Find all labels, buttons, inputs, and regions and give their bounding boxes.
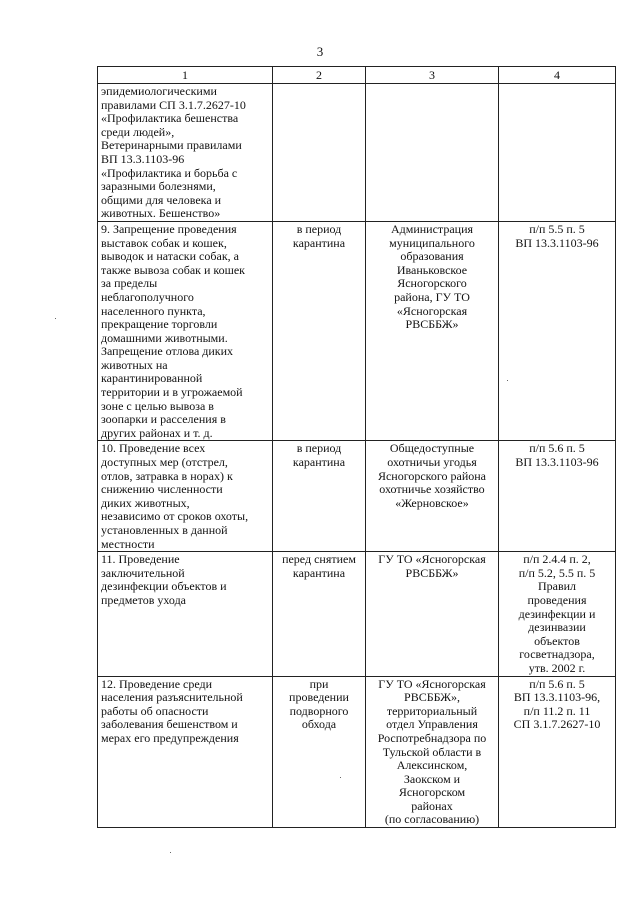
cell-text-line: диких животных, xyxy=(101,495,190,510)
table-cell-col-3 xyxy=(366,552,499,676)
cell-text-line: 11. Проведение xyxy=(101,552,180,567)
table-cell-col-2 xyxy=(273,552,366,676)
cell-text-line: работы об опасности xyxy=(101,703,209,718)
table-cell-col-3 xyxy=(366,84,499,222)
cell-text-line: п/п 5.2, 5.5 п. 5 xyxy=(518,565,596,580)
table-row xyxy=(98,676,616,828)
cell-text-line: дезинфекции и xyxy=(518,606,596,621)
cell-text-line: госветнадзора, xyxy=(519,647,595,662)
cell-text-line: животных. Бешенство» xyxy=(101,206,221,221)
cell-text-line: образования xyxy=(400,249,464,264)
table-row xyxy=(98,441,616,552)
table-cell-col-4 xyxy=(499,84,616,222)
table-row xyxy=(98,84,616,222)
cell-text-line: независимо от сроков охоты, xyxy=(101,509,249,524)
cell-text-line: Тульской области в xyxy=(382,744,482,759)
cell-text-line: других районах и т. д. xyxy=(101,425,213,440)
cell-text-line: утв. 2002 г. xyxy=(528,660,586,675)
cell-text-line: неблагополучного xyxy=(101,289,194,304)
table-cell-col-4 xyxy=(499,552,616,676)
table-cell-col-4 xyxy=(499,441,616,552)
cell-text-line: карантинированной xyxy=(101,371,203,386)
cell-text-line: карантина xyxy=(292,565,346,580)
cell-text-line: объектов xyxy=(534,633,580,648)
cell-text-line: отлов, затравка в норах) к xyxy=(101,468,233,483)
cell-text-line: мерах его предупреждения xyxy=(101,730,239,745)
cell-text-line: РВСББЖ» xyxy=(405,565,459,580)
table-body xyxy=(98,84,616,828)
cell-text-line: прекращение торговли xyxy=(101,317,218,332)
cell-text-line: среди людей», xyxy=(101,124,175,139)
cell-text-line: района, ГУ ТО xyxy=(394,289,470,304)
table-cell-col-4 xyxy=(499,676,616,828)
cell-text-line: 9. Запрещение проведения xyxy=(101,221,237,236)
cell-text-line: животных на xyxy=(101,357,168,372)
scan-speck xyxy=(170,852,171,853)
scan-speck xyxy=(340,777,341,778)
cell-text-line: п/п 5.6 п. 5 xyxy=(529,441,585,456)
cell-text-line: 12. Проведение среди xyxy=(101,676,213,691)
cell-text-line: Общедоступные xyxy=(389,441,475,456)
table-cell-col-2 xyxy=(273,441,366,552)
cell-text-line: общими для человека и xyxy=(101,192,222,207)
cell-text-line: «Жерновское» xyxy=(395,495,469,510)
cell-text-line: «Ясногорская xyxy=(396,303,468,318)
cell-text-line: перед снятием xyxy=(282,552,356,567)
table-cell-col-3 xyxy=(366,441,499,552)
cell-text-line: 10. Проведение всех xyxy=(101,441,206,456)
header-col-2: 2 xyxy=(273,67,366,84)
cell-text-line: Роспотребнадзора по xyxy=(377,730,487,745)
cell-text-line: дезинфекции объектов и xyxy=(101,579,227,594)
header-col-1: 1 xyxy=(98,67,273,84)
cell-text-line: правилами СП 3.1.7.2627-10 xyxy=(101,97,246,112)
header-col-3: 3 xyxy=(366,67,499,84)
table-cell-col-3 xyxy=(366,676,499,828)
cell-text-line: п/п 11.2 п. 11 xyxy=(523,703,591,718)
table-cell-col-2 xyxy=(273,676,366,828)
cell-text-line: «Профилактика и борьба с xyxy=(101,165,238,180)
cell-text-line: Ясногорского xyxy=(397,276,467,291)
cell-text-line: населения разъяснительной xyxy=(101,690,243,705)
cell-text-line: муниципального xyxy=(389,235,475,250)
cell-text-line: выводок и натаски собак, а xyxy=(101,249,239,264)
cell-text-line: ГУ ТО «Ясногорская xyxy=(378,676,486,691)
cell-text-line: охотничьи угодья xyxy=(387,455,477,470)
cell-text-line: ВП 13.3.1103-96 xyxy=(101,151,185,166)
table-cell-col-2 xyxy=(273,221,366,441)
cell-text-line: Иваньковское xyxy=(396,262,468,277)
cell-text-line: СП 3.1.7.2627-10 xyxy=(513,717,601,732)
cell-text-line: ВП 13.3.1103-96 xyxy=(515,235,599,250)
cell-text-line: обхода xyxy=(301,717,337,732)
cell-text-line: доступных мер (отстрел, xyxy=(101,455,228,470)
cell-text-line: подворного xyxy=(289,703,349,718)
table-row xyxy=(98,552,616,676)
cell-text-line: в период xyxy=(296,221,342,236)
cell-text-line: дезинвазии xyxy=(528,620,586,635)
table-row xyxy=(98,221,616,441)
cell-text-line: ВП 13.3.1103-96, xyxy=(513,690,601,705)
cell-text-line: в период xyxy=(296,441,342,456)
cell-text-line: п/п 2.4.4 п. 2, xyxy=(523,552,591,567)
cell-text-line: эпидемиологическими xyxy=(101,84,217,98)
cell-text-line: территориальный xyxy=(386,703,478,718)
cell-text-line: при xyxy=(309,676,329,691)
cell-text-line: Алексинском, xyxy=(396,758,468,773)
cell-text-line: территории и в угрожаемой xyxy=(101,385,243,400)
cell-text-line: установленных в данной xyxy=(101,523,228,537)
cell-text-line: карантина xyxy=(292,455,346,470)
table-cell-col-2 xyxy=(273,84,366,222)
cell-text-line: снижению численности xyxy=(101,482,223,497)
cell-text-line: также вывоза собак и кошек xyxy=(101,262,246,277)
cell-text-line: зоне с целью вывоза в xyxy=(101,398,214,413)
cell-text-line: районах xyxy=(411,798,453,813)
cell-text-line: проведении xyxy=(289,690,349,705)
cell-text-line: п/п 5.5 п. 5 xyxy=(529,221,585,236)
table-cell-col-1 xyxy=(98,552,273,676)
cell-text-line: РВСББЖ» xyxy=(405,317,459,332)
table-cell-col-1 xyxy=(98,676,273,828)
table-cell-col-1 xyxy=(98,441,273,552)
table-cell-col-1 xyxy=(98,221,273,441)
cell-text-line: (по согласованию) xyxy=(384,812,480,827)
cell-text-line: Правил xyxy=(537,579,577,594)
cell-text-line: за пределы xyxy=(101,276,158,291)
cell-text-line: Ясногорском xyxy=(398,785,466,800)
cell-text-line: заразными болезнями, xyxy=(101,179,216,194)
measures-table xyxy=(97,66,616,828)
cell-text-line: местности xyxy=(101,536,155,551)
cell-text-line: Запрещение отлова диких xyxy=(101,344,234,359)
cell-text-line: заключительной xyxy=(101,565,185,580)
cell-text-line: домашними животными. xyxy=(101,330,228,345)
table-cell-col-1 xyxy=(98,84,273,222)
cell-text-line: предметов ухода xyxy=(101,592,186,607)
cell-text-line: «Профилактика бешенства xyxy=(101,111,239,126)
cell-text-line: населенного пункта, xyxy=(101,303,206,318)
cell-text-line: проведения xyxy=(527,592,587,607)
scan-speck xyxy=(507,380,508,381)
cell-text-line: Заокском и xyxy=(403,771,461,786)
cell-text-line: Администрация xyxy=(390,221,474,236)
cell-text-line: ВП 13.3.1103-96 xyxy=(515,455,599,470)
table-header-row xyxy=(98,67,616,84)
cell-text-line: РВСББЖ», xyxy=(404,690,460,705)
cell-text-line: заболевания бешенством и xyxy=(101,717,238,732)
cell-text-line: карантина xyxy=(292,235,346,250)
cell-text-line: Ветеринарными правилами xyxy=(101,138,242,153)
cell-text-line: отдел Управления xyxy=(386,717,478,732)
table-cell-col-4 xyxy=(499,221,616,441)
cell-text-line: п/п 5.6 п. 5 xyxy=(529,676,585,691)
cell-text-line: охотничье хозяйство xyxy=(379,482,485,497)
cell-text-line: ГУ ТО «Ясногорская xyxy=(378,552,486,567)
cell-text-line: зоопарки и расселения в xyxy=(101,412,226,427)
page-number: 3 xyxy=(316,44,324,59)
cell-text-line: Ясногорского района xyxy=(377,468,487,483)
cell-text-line: выставок собак и кошек, xyxy=(101,235,227,250)
header-col-4: 4 xyxy=(499,67,616,84)
scan-speck xyxy=(55,318,56,319)
table-cell-col-3 xyxy=(366,221,499,441)
